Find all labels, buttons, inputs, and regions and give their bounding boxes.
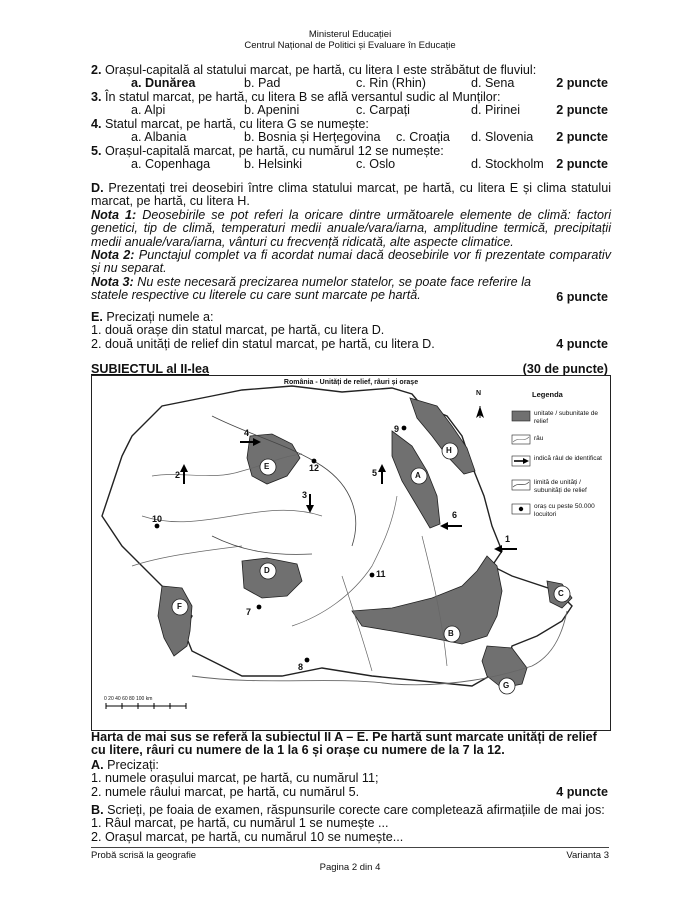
section-b-item2: 2. Orașul marcat, pe hartă, cu numărul 10 se numește... (91, 829, 404, 844)
map-title: România - Unități de relief, râuri și orașe (283, 379, 419, 386)
city-dot-7 (257, 605, 262, 610)
section-d-label: D. (91, 181, 104, 195)
q4-number: 4. (91, 117, 102, 131)
question-4 (91, 118, 611, 145)
letter-c: C (558, 589, 564, 598)
section-a-item2: 2. numele râului marcat, pe hartă, cu numărul 5. (91, 784, 360, 799)
letter-h: H (446, 446, 452, 455)
arrow-6 (440, 522, 462, 530)
q4-option-c: c. Croația (396, 130, 450, 145)
legend-title: Legenda (532, 390, 563, 399)
q5-option-b: b. Helsinki (244, 157, 303, 172)
relief-unit-f (158, 586, 192, 656)
q5-option-d: d. Stockholm (471, 157, 544, 172)
scale-bar (106, 703, 186, 709)
q4-option-d: d. Slovenia (471, 130, 534, 145)
q5-number: 5. (91, 144, 102, 158)
section-e (91, 311, 611, 352)
letter-f: F (177, 602, 182, 611)
city-dot-11 (370, 573, 375, 578)
city-number-9: 9 (394, 424, 400, 434)
north-arrow (476, 406, 484, 418)
river-line (132, 546, 242, 566)
nota3-text: Nu este necesară precizarea numelor statelor, se poate face referire la statele respective cu literele cu care sunt marcate pe hartă. (91, 274, 532, 303)
legend-item-city: oraș cu peste 50.000 locuitori (534, 503, 595, 518)
legend-swatch-boundary (512, 480, 530, 490)
section-b (91, 804, 611, 844)
river-line (142, 510, 322, 522)
q3-option-d: d. Pirinei (471, 103, 520, 118)
q4-text: Statul marcat, pe hartă, cu litera G se numește: (105, 117, 369, 131)
city-number-7: 7 (246, 607, 252, 617)
river-number-1: 1 (505, 534, 511, 544)
river-line (292, 496, 397, 626)
nota2-text: Punctajul complet va fi acordat numai dacă deosebirile vor fi prezentate comparativ și nu separat. (91, 248, 611, 276)
city-number-8: 8 (298, 662, 304, 672)
q2-text: Orașul-capitală al statului marcat, pe hartă, cu litera I este străbătut de fluviul: (105, 63, 537, 77)
q5-option-c: c. Oslo (356, 157, 396, 172)
question-3 (91, 91, 611, 118)
question-5 (91, 145, 611, 172)
nota3-label: Nota 3: (91, 274, 134, 289)
q5-option-a: a. Copenhaga (131, 157, 211, 172)
q4-option-a: a. Albania (131, 130, 187, 145)
subject2-title: SUBIECTUL al II-lea (91, 362, 210, 376)
section-d-points: 6 puncte (556, 290, 608, 304)
q2-option-d: d. Sena (471, 76, 515, 91)
city-number-12: 12 (309, 463, 320, 473)
letter-b: B (448, 629, 454, 638)
section-d (91, 182, 611, 303)
q3-points: 2 puncte (556, 103, 608, 118)
river-number-4: 4 (244, 428, 250, 438)
q3-number: 3. (91, 90, 102, 104)
section-e-text: Precizați numele a: (106, 310, 214, 324)
map-caption: Harta de mai sus se referă la subiectul II A – E. Pe hartă sunt marcate unități de relief cu litere, râuri cu numere de la 1 la 6 și orașe cu numere de la 7 la 12. (91, 730, 597, 758)
section-b-item1: 1. Râul marcat, pe hartă, cu numărul 1 se numește ... (91, 816, 389, 831)
q2-number: 2. (91, 63, 102, 77)
legend-item-relief: unitate / subunitate de relief (534, 410, 598, 425)
scale-label: 0 20 40 60 80 100 km (104, 696, 153, 702)
q2-option-a: a. Dunărea (131, 76, 196, 91)
city-dot-10 (155, 524, 160, 529)
q5-points: 2 puncte (556, 157, 608, 172)
arrow-1 (494, 545, 517, 553)
q4-points: 2 puncte (556, 130, 608, 145)
section-a-text: Precizați: (107, 758, 159, 772)
north-label: N (476, 390, 482, 397)
letter-g: G (503, 681, 510, 690)
section-a-points: 4 puncte (556, 784, 608, 799)
section-a-item1: 1. numele orașului marcat, pe hartă, cu numărul 11; (91, 771, 379, 786)
letter-e: E (264, 462, 270, 471)
q2-option-c: c. Rin (Rhin) (356, 76, 426, 91)
arrow-3 (306, 494, 314, 513)
section-e-item1: 1. două orașe din statul marcat, pe hartă, cu litera D. (91, 323, 385, 338)
city-number-10: 10 (152, 514, 163, 524)
relief-boundary (212, 536, 312, 554)
city-dot-8 (305, 658, 310, 663)
section-e-item2: 2. două unități de relief din statul marcat, pe hartă, cu litera D. (91, 336, 435, 351)
question-2 (91, 64, 611, 91)
city-dot-9 (402, 426, 407, 431)
river-number-3: 3 (302, 490, 308, 500)
section-a (91, 759, 611, 800)
q3-option-c: c. Carpați (356, 103, 410, 118)
nota1-label: Nota 1: (91, 207, 137, 222)
arrow-2 (180, 464, 188, 484)
q4-option-b: b. Bosnia și Herțegovina (244, 130, 381, 145)
ministry-name: Ministerul Educației (308, 29, 392, 40)
nota1-text: Deosebirile se pot referi la oricare dintre următoarele elemente de climă: factori genetici, tip de climă, temperaturi medii anuale/vara/iarna, amplitudine termică, precipitații medii anuale/vara/iarna, vânturi cu frecvență ridicată, alte aspecte climatice. (91, 207, 612, 249)
footer-exam-name: Probă scrisă la geografie (91, 850, 197, 861)
legend-item-river: râu (534, 435, 544, 442)
section-b-label: B. (91, 803, 104, 817)
q3-option-a: a. Alpi (131, 103, 166, 118)
q2-points: 2 puncte (556, 76, 608, 91)
river-number-6: 6 (452, 510, 458, 520)
page-number: Pagina 2 din 4 (319, 862, 381, 873)
legend-item-arrow: indică râul de identificat (534, 455, 602, 462)
relief-unit-b (352, 556, 502, 644)
page-footer (91, 847, 609, 861)
letter-a: A (415, 471, 421, 480)
section-d-text: Prezentați trei deosebiri între clima statului marcat, pe hartă, cu litera E și clima statului marcat, pe hartă, cu litera H. (91, 181, 611, 209)
river-number-5: 5 (372, 468, 378, 478)
subject2-points: (30 de puncte) (522, 362, 608, 376)
q5-text: Orașul-capitală marcat, pe hartă, cu numărul 12 se numește: (105, 144, 444, 158)
legend-swatch-relief (512, 411, 530, 421)
legend-item-boundary: limită de unități / subunități de relief (534, 479, 587, 494)
q3-text: În statul marcat, pe hartă, cu litera B se află versantul sudic al Munților: (105, 90, 501, 104)
section-b-text: Scrieți, pe foaia de examen, răspunsurile corecte care completează afirmațiile de mai jos: (107, 803, 605, 817)
page-header (0, 29, 700, 51)
romania-map (91, 375, 611, 731)
map-drawing (92, 376, 610, 730)
q2-option-b: b. Pad (244, 76, 281, 91)
nota2-label: Nota 2: (91, 248, 135, 263)
section-e-letter: E. (91, 310, 103, 324)
q3-option-b: b. Apenini (244, 103, 300, 118)
center-name: Centrul Național de Politici și Evaluare în Educație (244, 40, 456, 51)
section-a-label: A. (91, 758, 104, 772)
letter-d: D (264, 566, 270, 575)
river-number-2: 2 (175, 470, 181, 480)
relief-boundary (212, 416, 356, 546)
arrow-5 (378, 464, 386, 484)
city-number-11: 11 (376, 569, 386, 579)
section-e-points: 4 puncte (556, 336, 608, 351)
footer-variant: Varianta 3 (566, 850, 609, 861)
